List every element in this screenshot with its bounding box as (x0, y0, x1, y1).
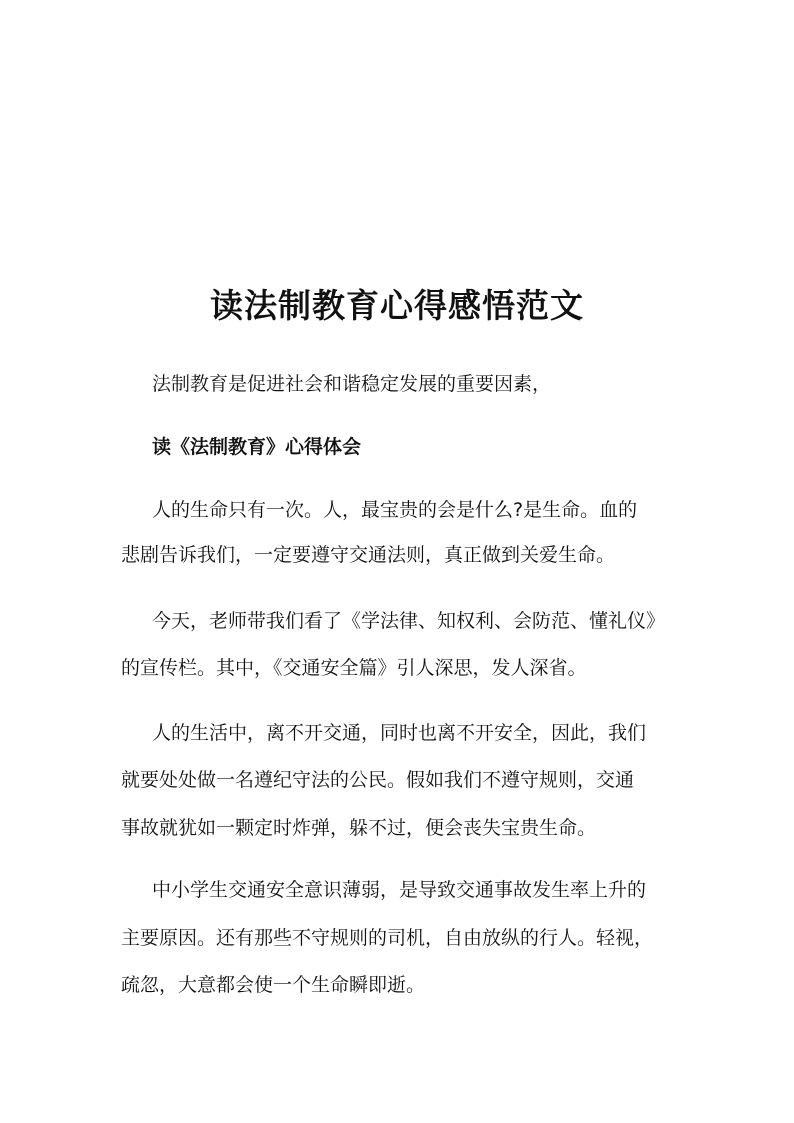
document-title: 读法制教育心得感悟范文 (210, 286, 584, 325)
paragraph-line: 主要原因。还有那些不守规则的司机，自由放纵的行人。轻视， (121, 927, 654, 949)
section-heading: 读《法制教育》心得体会 (152, 436, 362, 458)
paragraph-line: 中小学生交通安全意识薄弱，是导致交通事故发生率上升的 (152, 879, 647, 901)
paragraph-line: 法制教育是促进社会和谐稳定发展的重要因素， (152, 373, 552, 395)
paragraph-line: 事故就犹如一颗定时炸弹，躲不过，便会丧失宝贵生命。 (121, 817, 597, 839)
paragraph-line: 人的生活中，离不开交通，同时也离不开安全，因此，我们 (152, 722, 647, 744)
paragraph-line: 疏忽，大意都会使一个生命瞬即逝。 (121, 974, 426, 996)
paragraph-line: 就要处处做一名遵纪守法的公民。假如我们不遵守规则，交通 (121, 769, 635, 791)
paragraph-line: 悲剧告诉我们，一定要遵守交通法则，真正做到关爱生命。 (121, 544, 616, 566)
paragraph-line: 的宣传栏。其中，《交通安全篇》引人深思，发人深省。 (121, 657, 587, 679)
paragraph-line: 今天，老师带我们看了《学法律、知权利、会防范、懂礼仪》 (152, 610, 666, 632)
paragraph-line: 人的生命只有一次。人，最宝贵的会是什么?是生命。血的 (152, 499, 638, 521)
